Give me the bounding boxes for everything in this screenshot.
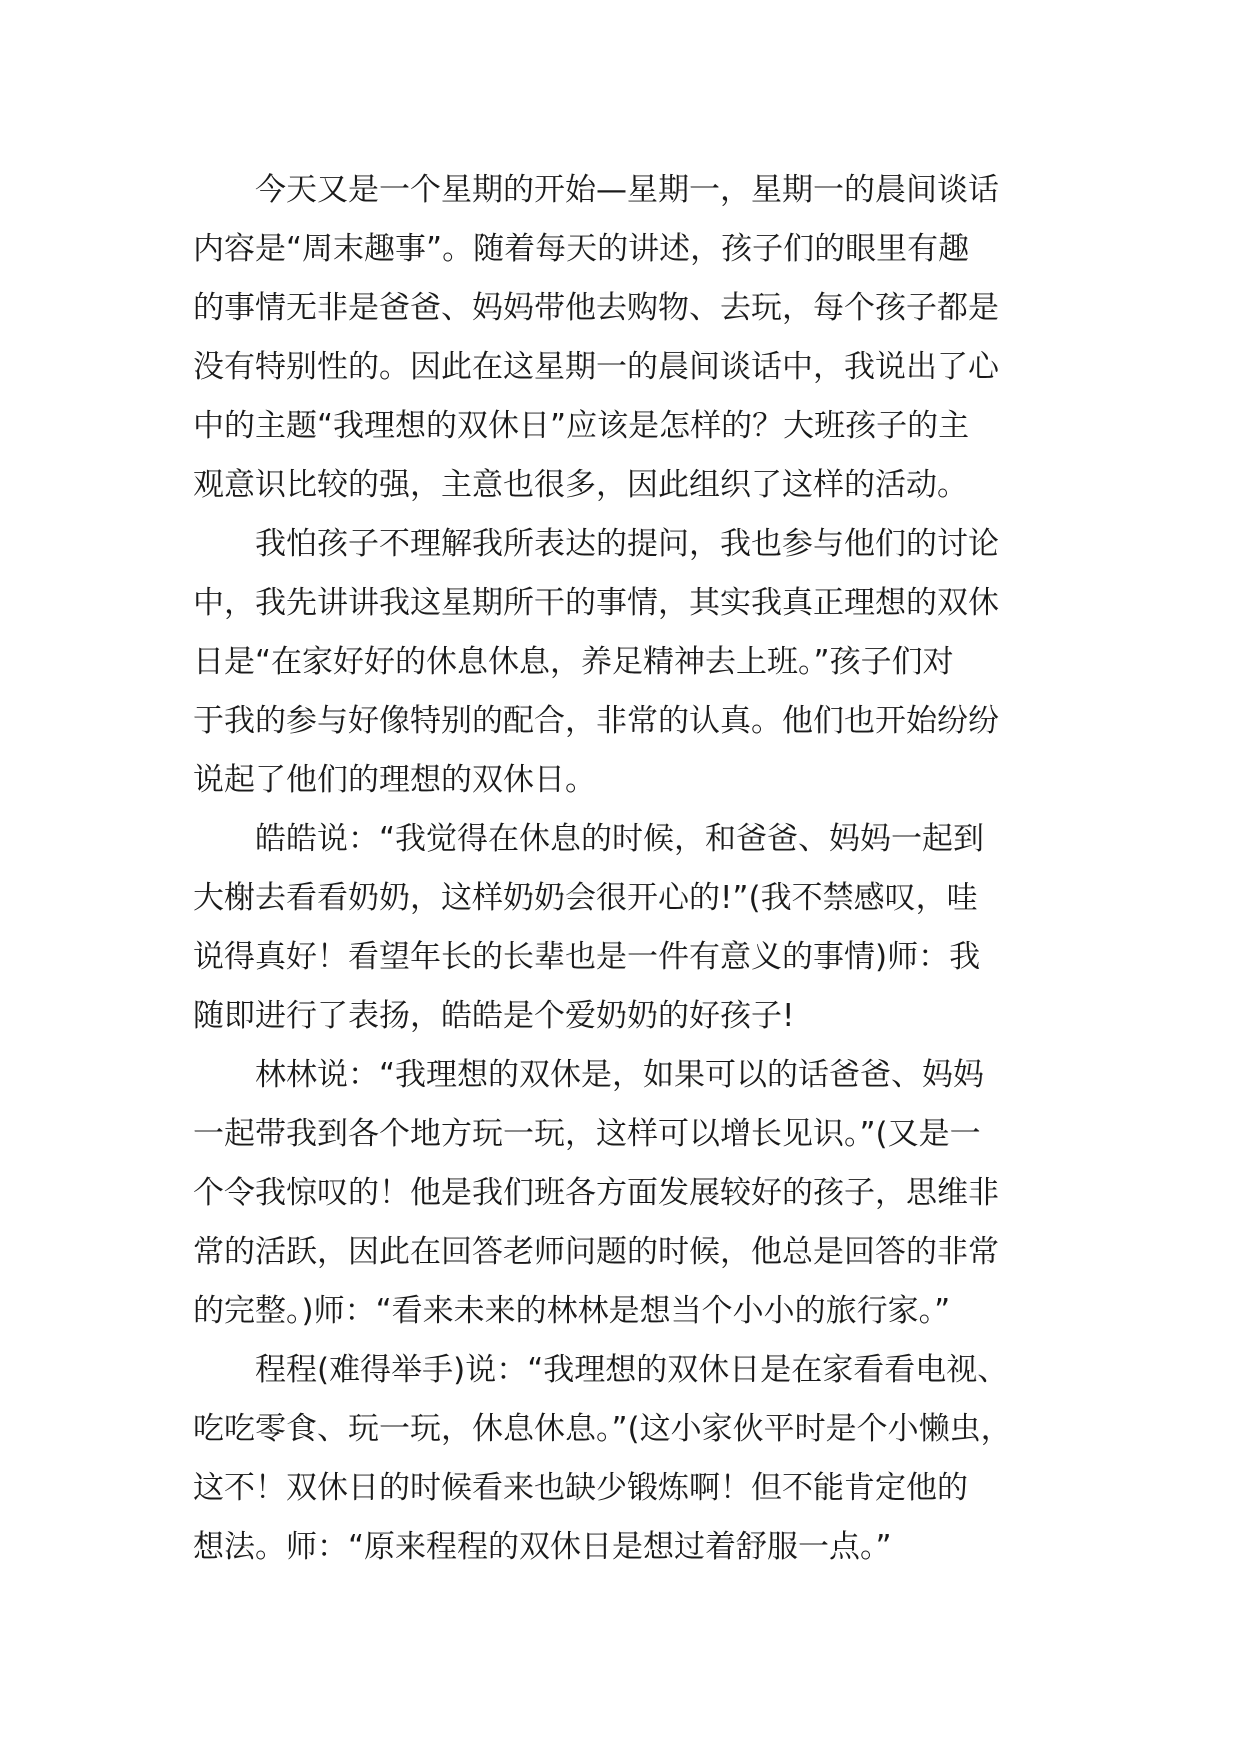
text-line: 观意识比较的强，主意也很多，因此组织了这样的活动。 [193, 467, 968, 503]
paragraph-5 [193, 1341, 1048, 1577]
text-line: 中的主题“我理想的双休日”应该是怎样的？大班孩子的主 [193, 408, 970, 444]
text-line: 我怕孩子不理解我所表达的提问，我也参与他们的讨论 [255, 526, 999, 562]
text-line: 常的活跃，因此在回答老师问题的时候，他总是回答的非常 [193, 1234, 999, 1270]
text-line: 日是“在家好好的休息休息，养足精神去上班。”孩子们对 [193, 644, 954, 680]
paragraph-3 [193, 810, 1048, 1046]
text-line: 没有特别性的。因此在这星期一的晨间谈话中，我说出了心 [193, 349, 999, 385]
paragraph-1 [193, 161, 1048, 515]
text-line: 程程(难得举手)说：“我理想的双休日是在家看看电视、 [255, 1352, 1009, 1388]
text-line: 的完整。)师：“看来未来的林林是想当个小小的旅行家。” [193, 1293, 951, 1329]
text-line: 想法。师：“原来程程的双休日是想过着舒服一点。” [193, 1529, 892, 1565]
text-line: 这不！双休日的时候看来也缺少锻炼啊！但不能肯定他的 [193, 1470, 968, 1506]
text-line: 今天又是一个星期的开始—星期一，星期一的晨间谈话 [255, 172, 999, 208]
text-line: 中，我先讲讲我这星期所干的事情，其实我真正理想的双休 [193, 585, 999, 621]
text-line: 吃吃零食、玩一玩，休息休息。”(这小家伙平时是个小懒虫， [193, 1411, 1012, 1447]
document-body [193, 161, 1048, 1577]
text-line: 大榭去看看奶奶，这样奶奶会很开心的!”(我不禁感叹，哇 [193, 880, 978, 916]
text-line: 皓皓说：“我觉得在休息的时候，和爸爸、妈妈一起到 [255, 821, 985, 857]
text-line: 内容是“周末趣事”。随着每天的讲述，孩子们的眼里有趣 [193, 231, 970, 267]
paragraph-4 [193, 1046, 1048, 1341]
paragraph-2 [193, 515, 1048, 810]
text-line: 的事情无非是爸爸、妈妈带他去购物、去玩，每个孩子都是 [193, 290, 999, 326]
text-line: 随即进行了表扬，皓皓是个爱奶奶的好孩子! [193, 998, 795, 1034]
text-line: 说起了他们的理想的双休日。 [193, 762, 596, 798]
text-line: 林林说：“我理想的双休是，如果可以的话爸爸、妈妈 [255, 1057, 985, 1093]
text-line: 一起带我到各个地方玩一玩，这样可以增长见识。”(又是一 [193, 1116, 981, 1152]
text-line: 于我的参与好像特别的配合，非常的认真。他们也开始纷纷 [193, 703, 999, 739]
text-line: 说得真好！看望年长的长辈也是一件有意义的事情)师：我 [193, 939, 981, 975]
text-line: 个令我惊叹的！他是我们班各方面发展较好的孩子，思维非 [193, 1175, 999, 1211]
